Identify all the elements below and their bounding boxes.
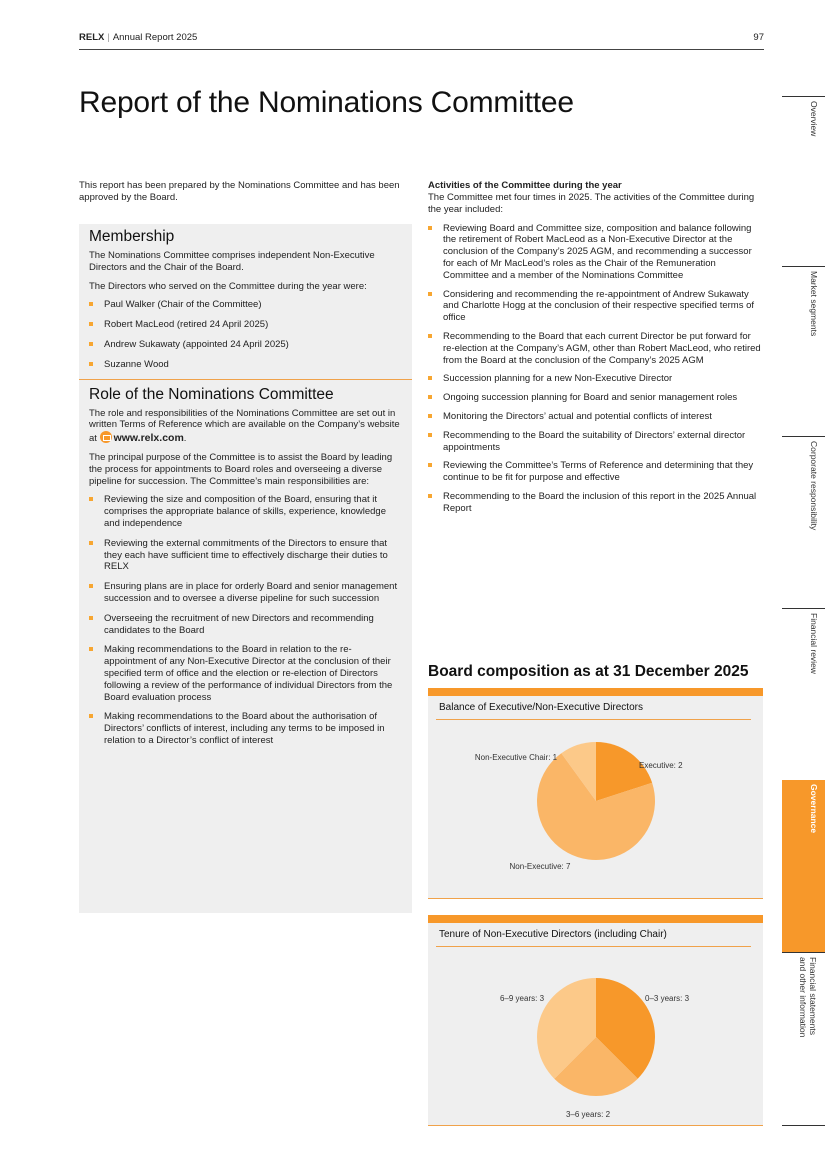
activities-heading: Activities of the Committee during the year: [428, 180, 622, 191]
web-icon: [100, 431, 112, 443]
list-item: Ongoing succession planning for Board and senior management roles: [428, 392, 763, 404]
activities-list: [428, 223, 763, 515]
membership-heading: Membership: [89, 228, 175, 245]
pie-chart-svg: [428, 923, 763, 1133]
slice-label: 6–9 years: 3: [499, 994, 545, 1003]
list-item: Monitoring the Directors’ actual and potential conflicts of interest: [428, 411, 763, 423]
tab-corporate-responsibility[interactable]: Corporate responsibility: [782, 436, 825, 608]
tab-financial-statements[interactable]: Financial statements and other information: [782, 952, 825, 1125]
board-composition-title: Board composition as at 31 December 2025: [428, 663, 749, 680]
list-item: Reviewing the Committee’s Terms of Reference and determining that they continue to be fit for purpose and effective: [428, 460, 763, 484]
role-text: The role and responsibilities of the Nominations Committee are set out in written Terms of Reference which are available on the Company’s website at www.relx.com.: [89, 407, 400, 445]
responsibilities-list: [89, 494, 402, 746]
list-item: Reviewing Board and Committee size, composition and balance following the retirement of Robert MacLeod as a Non-Executive Director at the conclusion of the Company’s 2025 AGM, and recommending a successor for each of Mr MacLeod’s roles as the Chair of the Remuneration Committee and a member of the Nominations Committee: [428, 223, 763, 282]
chart-title: Balance of Executive/Non-Executive Directors: [439, 702, 643, 713]
intro-text: This report has been prepared by the Nominations Committee and has been approved by the Board.: [79, 180, 400, 203]
page-title: Report of the Nominations Committee: [79, 86, 574, 119]
chart-tenure: [428, 915, 763, 1125]
list-item: Ensuring plans are in place for orderly Board and senior management succession and to oversee a diverse pipeline for such succession: [89, 581, 402, 605]
pie-chart-svg: [428, 696, 763, 906]
list-item: Andrew Sukawaty (appointed 24 April 2025): [89, 339, 402, 351]
membership-directors-text: The Directors who served on the Committee during the year were:: [89, 280, 367, 292]
list-item: Reviewing the size and composition of the Board, ensuring that it comprises the appropriate balance of skills, experience, knowledge and independence: [89, 494, 402, 529]
tab-market-segments[interactable]: Market segments: [782, 266, 825, 436]
slice-label: Executive: 2: [639, 761, 683, 770]
activities-intro: The Committee met four times in 2025. The activities of the Committee during the year included:: [428, 192, 755, 215]
list-item: Succession planning for a new Non-Executive Director: [428, 373, 763, 385]
list-item: Recommending to the Board that each current Director be put forward for re-election at the Company’s AGM, other than Robert MacLeod, who retired from the Board at the conclusion of the Company’s 2025 AGM: [428, 331, 763, 366]
slice-label: 0–3 years: 3: [645, 994, 690, 1003]
page-number: 97: [753, 32, 764, 43]
list-item: Paul Walker (Chair of the Committee): [89, 299, 402, 311]
membership-text: The Nominations Committee comprises independent Non-Executive Directors and the Chair of the Board.: [89, 250, 375, 273]
section-tabs: [782, 96, 825, 1126]
list-item: Considering and recommending the re-appointment of Andrew Sukawaty and Charlotte Hogg at the conclusion of their respective specified terms of office: [428, 289, 763, 324]
section-divider: [79, 379, 412, 380]
activities-section: [428, 180, 763, 522]
report-name: Annual Report 2025: [112, 32, 198, 43]
chart-title: Tenure of Non-Executive Directors (including Chair): [439, 929, 667, 940]
tabs-bottom-rule: [782, 1125, 825, 1126]
slice-label: Non-Executive: 7: [509, 862, 571, 871]
list-item: Making recommendations to the Board in relation to the re-appointment of any Non-Executive Director at the conclusion of their specified term of office and the election or re-election of Directors following a review of the performance of individual Directors from the Board evaluation process: [89, 644, 402, 703]
list-item: Making recommendations to the Board about the authorisation of Directors’ conflicts of interest, including any terms to be imposed in relation to a Director’s conflict of interest: [89, 711, 402, 746]
list-item: Overseeing the recruitment of new Directors and recommending candidates to the Board: [89, 613, 402, 637]
members-list: [89, 299, 402, 370]
brand-name: RELX: [79, 32, 105, 43]
list-item: Robert MacLeod (retired 24 April 2025): [89, 319, 402, 331]
role-purpose-text: The principal purpose of the Committee is to assist the Board by leading the process for appointments to Board roles and overseeing a diverse pipeline for succession. The Committee’s main responsibilities are:: [89, 451, 393, 487]
page-header: RELX | Annual Report 2025 97: [79, 32, 764, 50]
slice-label: 3–6 years: 2: [565, 1110, 611, 1119]
slice-label: Non-Executive Chair: 1: [474, 753, 558, 762]
tab-overview[interactable]: Overview: [782, 96, 825, 266]
membership-role-panel: [79, 224, 412, 913]
list-item: Recommending to the Board the suitability of Directors’ external director appointments: [428, 430, 763, 454]
role-heading: Role of the Nominations Committee: [89, 385, 334, 403]
list-item: Reviewing the external commitments of the Directors to ensure that they each have sufficient time to effectively discharge their duties to RELX: [89, 538, 402, 573]
list-item: Suzanne Wood: [89, 359, 402, 371]
tab-financial-review[interactable]: Financial review: [782, 608, 825, 780]
website-link[interactable]: www.relx.com: [113, 432, 184, 445]
list-item: Recommending to the Board the inclusion of this report in the 2025 Annual Report: [428, 491, 763, 515]
chart-board-balance: [428, 688, 763, 898]
tab-governance[interactable]: Governance: [782, 780, 825, 952]
